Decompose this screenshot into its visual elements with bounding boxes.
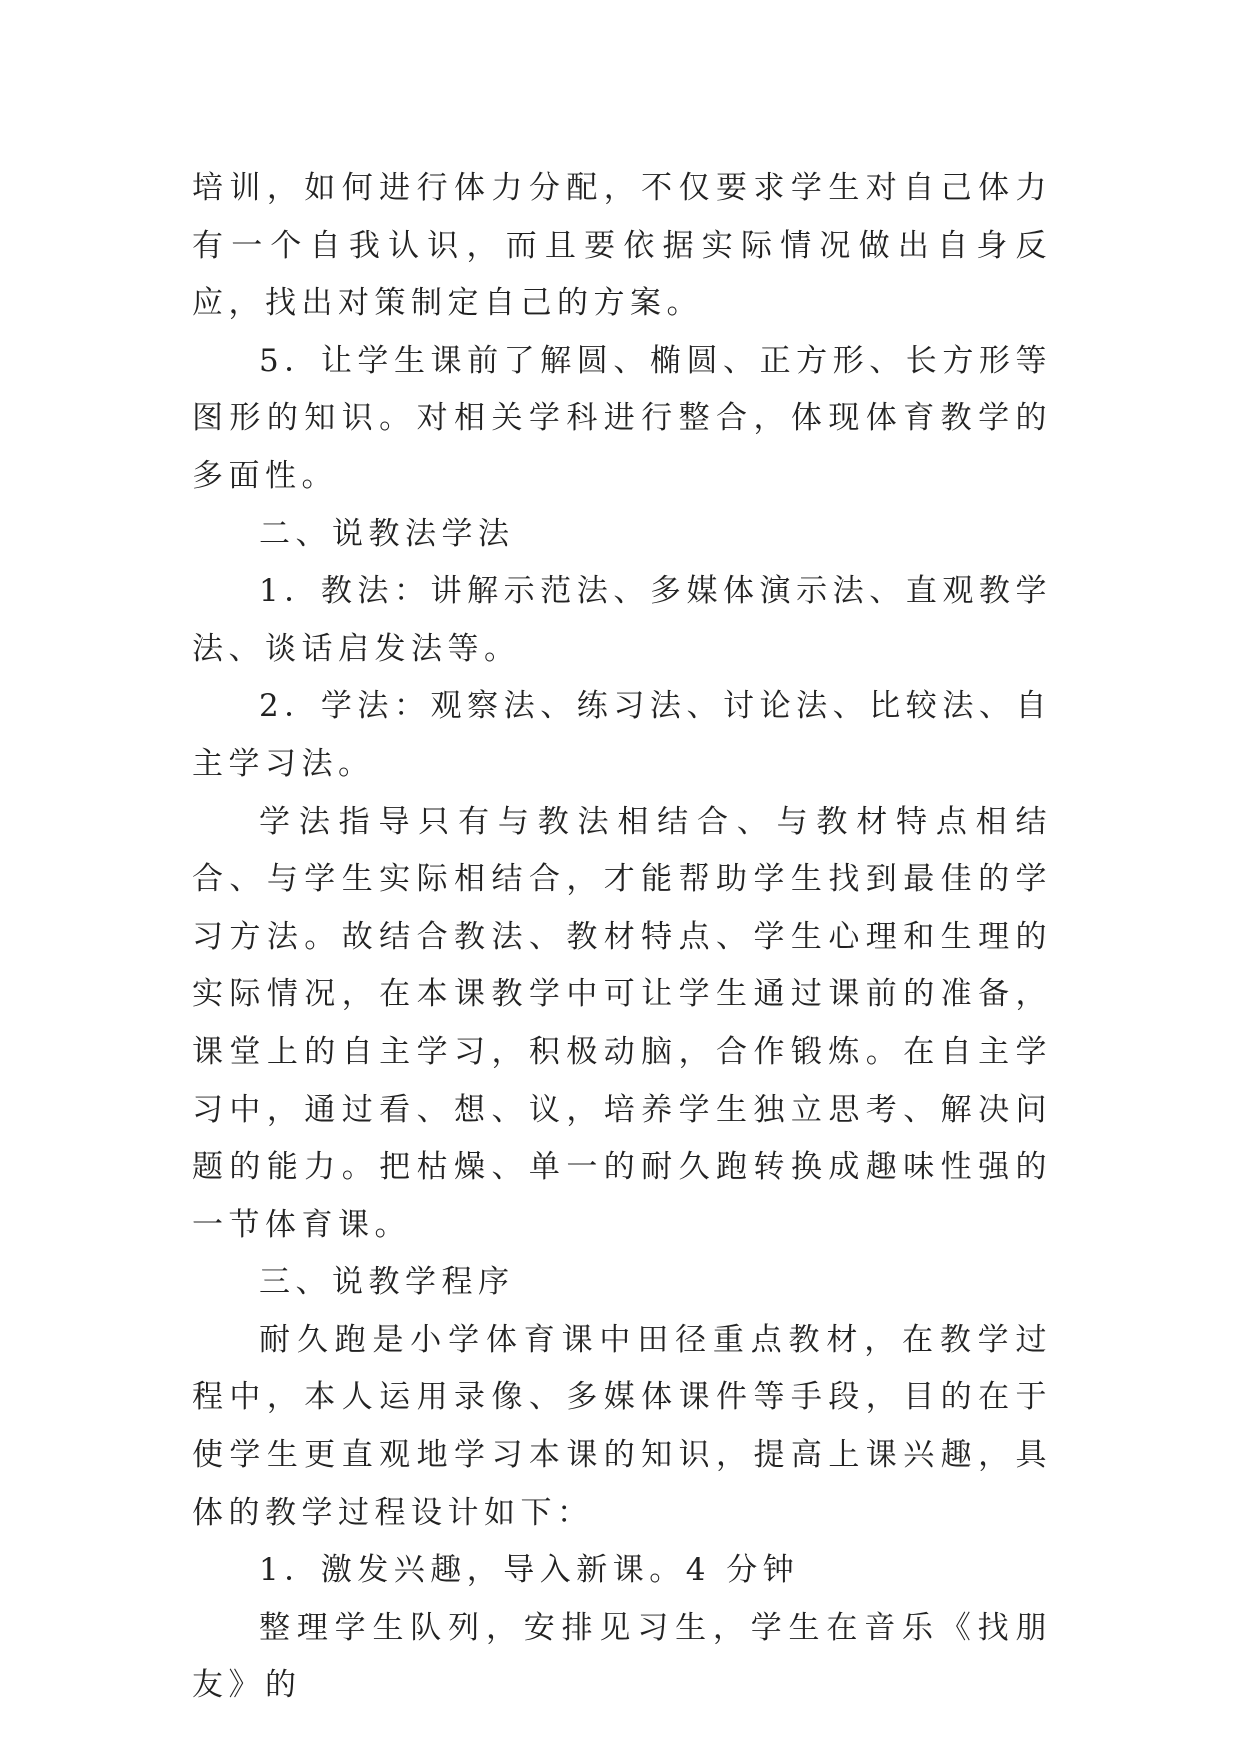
paragraph-procedure-intro: 耐久跑是小学体育课中田径重点教材，在教学过程中，本人运用录像、多媒体课件等手段，目的在于使学生更直观地学习本课的知识，提高上课兴趣，具体的教学过程设计如下： bbox=[192, 1321, 1052, 1531]
paragraph-training-continuation: 培训，如何进行体力分配，不仅要求学生对自己体力有一个自我认识，而且要依据实际情况做出自身反应，找出对策制定自己的方案。 bbox=[192, 170, 1052, 322]
paragraph-learning-guidance: 学法指导只有与教法相结合、与教材特点相结合、与学生实际相结合，才能帮助学生找到最佳的学习方法。故结合教法、教材特点、学生心理和生理的实际情况，在本课教学中可让学生通过课前的准备，课堂上的自主学习，积极动脑，合作锻炼。在自主学习中，通过看、想、议，培养学生独立思考、解决问题的能力。把枯燥、单一的耐久跑转换成趣味性强的一节体育课。 bbox=[192, 803, 1052, 1243]
paragraph-item-5-shapes: 5．让学生课前了解圆、椭圆、正方形、长方形等图形的知识。对相关学科进行整合，体现体育教学的多面性。 bbox=[192, 342, 1052, 494]
paragraph-step-1: 1．激发兴趣，导入新课。4 分钟 bbox=[259, 1552, 800, 1589]
section-heading-procedure: 三、说教学程序 bbox=[259, 1264, 515, 1301]
paragraph-step-1-detail: 整理学生队列，安排见习生，学生在音乐《找朋友》的 bbox=[192, 1609, 1052, 1704]
paragraph-teaching-methods: 1．教法：讲解示范法、多媒体演示法、直观教学法、谈话启发法等。 bbox=[192, 573, 1052, 667]
document-body bbox=[192, 160, 1052, 1715]
section-heading-methods: 二、说教法学法 bbox=[259, 515, 515, 552]
paragraph-learning-methods: 2．学法：观察法、练习法、讨论法、比较法、自主学习法。 bbox=[192, 688, 1052, 782]
